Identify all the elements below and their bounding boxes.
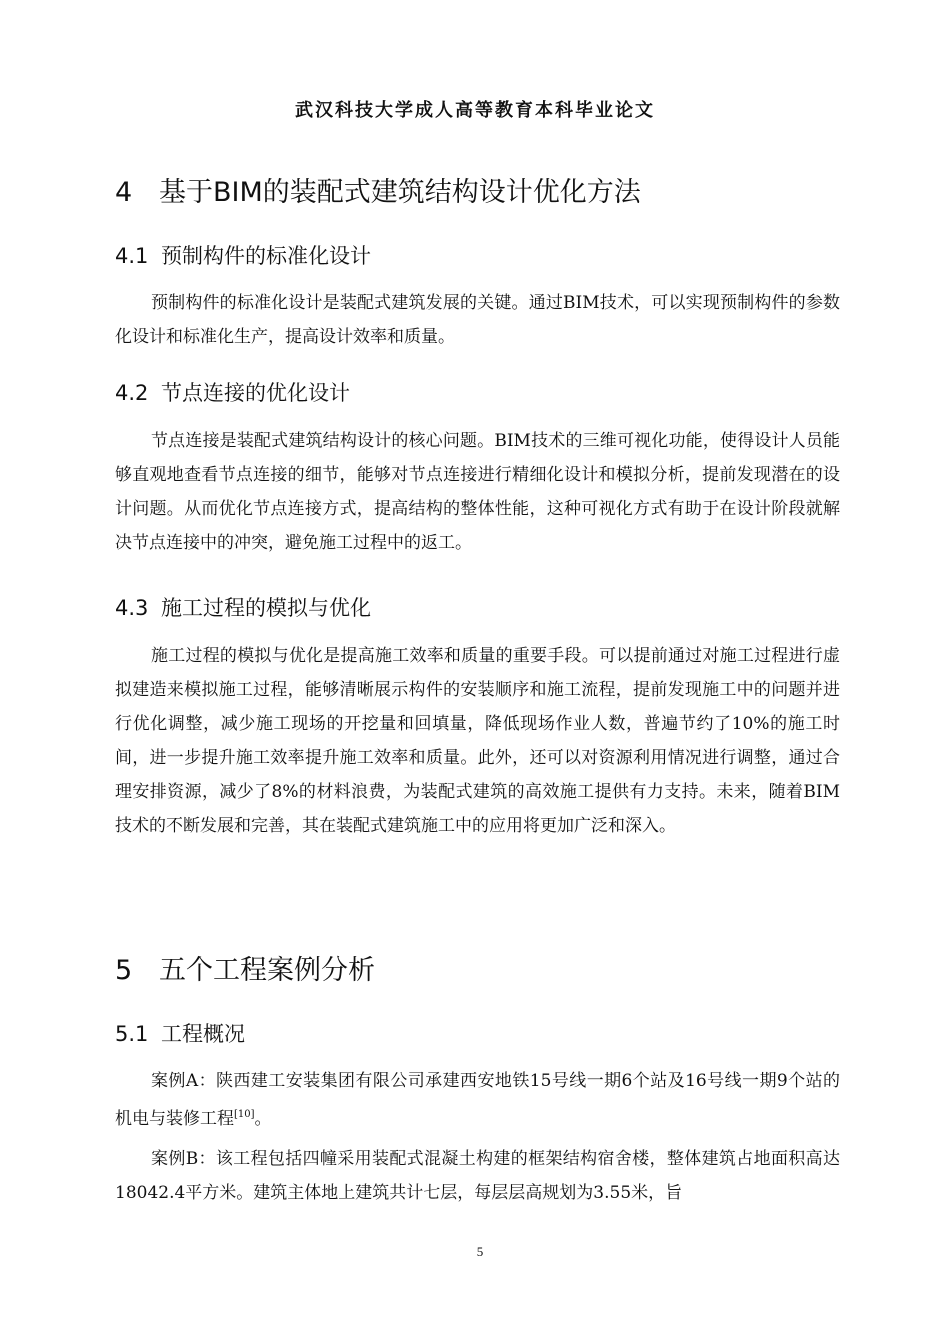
section-4-1-heading	[115, 240, 371, 270]
page-number: 5	[476, 1244, 484, 1259]
section-number: 4.1	[115, 244, 149, 268]
chapter-title: 基于BIM的装配式建筑结构设计优化方法	[159, 177, 641, 208]
chapter-number: 4	[115, 177, 133, 208]
case-a-ending: 。	[254, 1109, 272, 1129]
chapter-title: 五个工程案例分析	[159, 955, 375, 986]
section-4-2-paragraph: 节点连接是装配式建筑结构设计的核心问题。BIM技术的三维可视化功能，使得设计人员能够直观地查看节点连接的细节，能够对节点连接进行精细化设计和模拟分析，提前发现潜在的设计问题。从而优化节点连接方式，提高结构的整体性能，这种可视化方式有助于在设计阶段就解决节点连接中的冲突，避免施工过程中的返工。	[115, 431, 840, 553]
section-4-3-heading	[115, 592, 371, 622]
section-4-1-paragraph: 预制构件的标准化设计是装配式建筑发展的关键。通过BIM技术，可以实现预制构件的参数化设计和标准化生产，提高设计效率和质量。	[115, 293, 840, 347]
section-title: 施工过程的模拟与优化	[161, 596, 371, 620]
section-title: 预制构件的标准化设计	[161, 244, 371, 268]
section-title: 节点连接的优化设计	[161, 381, 350, 405]
section-5-1-heading	[115, 1018, 245, 1048]
section-4-3-paragraph: 施工过程的模拟与优化是提高施工效率和质量的重要手段。可以提前通过对施工过程进行虚拟建造来模拟施工过程，能够清晰展示构件的安装顺序和施工流程，提前发现施工中的问题并进行优化调整，减少施工现场的开挖量和回填量，降低现场作业人数，普遍节约了10%的施工时间，进一步提升施工效率提升施工效率和质量。此外，还可以对资源利用情况进行调整，通过合理安排资源，减少了8%的材料浪费，为装配式建筑的高效施工提供有力支持。未来，随着BIM技术的不断发展和完善，其在装配式建筑施工中的应用将更加广泛和深入。	[115, 646, 840, 836]
chapter-5-heading	[115, 948, 375, 987]
section-number: 4.3	[115, 596, 149, 620]
citation-reference: [10]	[234, 1109, 255, 1120]
case-a-text: 案例A：陕西建工安装集团有限公司承建西安地铁15号线一期6个站及16号线一期9个站的机电与装修工程	[115, 1071, 840, 1129]
section-number: 5.1	[115, 1022, 149, 1046]
case-a-paragraph	[115, 1064, 840, 1136]
section-4-2-heading	[115, 377, 350, 407]
section-title: 工程概况	[161, 1022, 245, 1046]
chapter-4-heading	[115, 170, 641, 209]
running-header: 武汉科技大学成人高等教育本科毕业论文	[295, 100, 655, 121]
case-b-paragraph: 案例B：该工程包括四幢采用装配式混凝土构建的框架结构宿舍楼，整体建筑占地面积高达18042.4平方米。建筑主体地上建筑共计七层，每层层高规划为3.55米，旨	[115, 1149, 840, 1203]
chapter-number: 5	[115, 955, 133, 986]
section-number: 4.2	[115, 381, 149, 405]
